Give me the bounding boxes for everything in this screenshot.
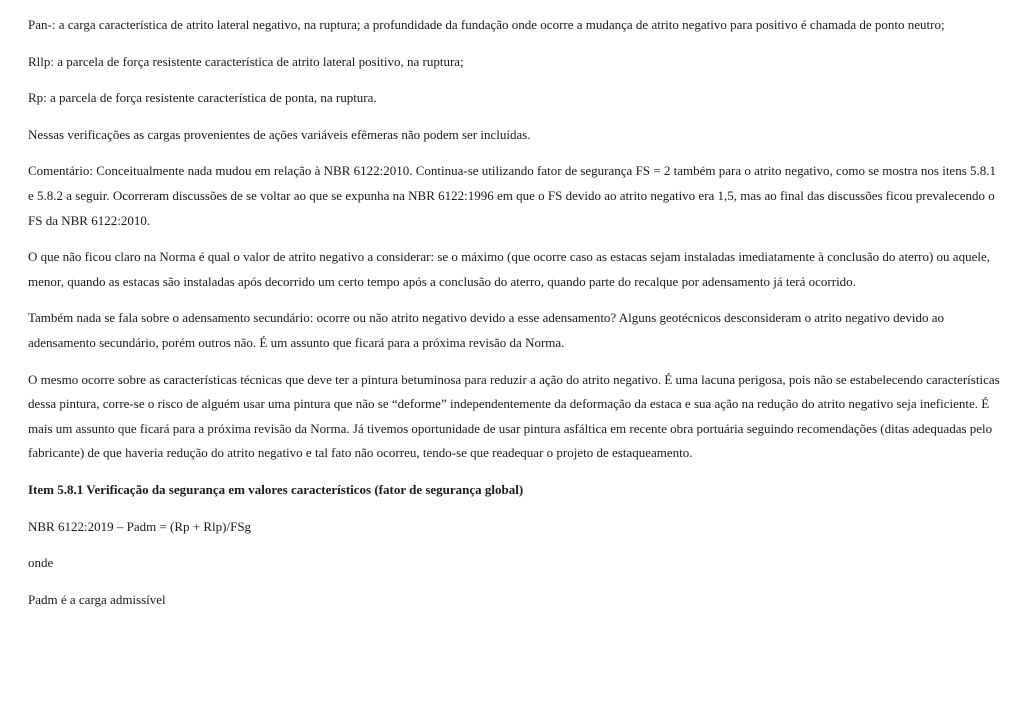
definition-pan: Pan-: a carga característica de atrito lateral negativo, na ruptura; a profundidade da fundação onde ocorre a mudança de atrito negativo para positivo é chamada de ponto neutro;: [28, 17, 945, 32]
padm-definition: Padm é a carga admissível: [28, 591, 166, 607]
where-label: onde: [28, 555, 54, 571]
bituminous-paint-paragraph: O mesmo ocorre sobre as características técnicas que deve ter a pintura betuminosa para reduzir a ação do atrito negativo. É uma lacuna perigosa, pois não se estabelecendo características dessa pintura, corre-se o risco de alguém usar uma pintura que não se “deforme” independentemente da deformação da estaca e sua ação na redução do atrito negativo seja ineficiente. É mais um assunto que ficará para a próxima revisão da Norma. Já tivemos oportunidade de usar pintura asfáltica em recente obra portuária seguindo recomendações (ditas adequadas pelo fabricante) de que haveria redução do atrito negativo e tal fato não ocorreu, tendo-se que readequar o projeto de estaqueamento.: [28, 371, 1000, 461]
section-heading-5-8-1: Item 5.8.1 Verificação da segurança em valores característicos (fator de segurança global): [28, 481, 524, 497]
comment-paragraph: Comentário: Conceitualmente nada mudou em relação à NBR 6122:2010. Continua-se utilizando fator de segurança FS = 2 também para o atrito negativo, como se mostra nos itens 5.8.1 e 5.8.2 a seguir. Ocorreram discussões de se voltar ao que se expunha na NBR 6122:1996 em que o FS devido ao atrito negativo era 1,5, mas ao final das discussões ficou prevalecendo o FS da NBR 6122:2010.: [28, 163, 997, 228]
definition-rp: Rp: a parcela de força resistente característica de ponta, na ruptura.: [28, 90, 377, 106]
secondary-consolidation-paragraph: Também nada se fala sobre o adensamento secundário: ocorre ou não atrito negativo devido a esse adensamento? Alguns geotécnicos desconsideram o atrito negativo devido ao adensamento secundário, porém outros não. É um assunto que ficará para a próxima revisão da Norma.: [28, 310, 945, 350]
negative-friction-paragraph: O que não ficou claro na Norma é qual o valor de atrito negativo a considerar: se o máximo (que ocorre caso as estacas sejam instaladas imediatamente à conclusão do aterro) ou aquele, menor, quando as estacas são instaladas após decorrido um certo tempo após a conclusão do aterro, quando parte do recalque por adensamento já terá ocorrido.: [28, 249, 990, 289]
note-ephemeral-loads: Nessas verificações as cargas provenientes de ações variáveis efêmeras não podem ser incluídas.: [28, 126, 531, 142]
formula-line: NBR 6122:2019 – Padm = (Rp + Rlp)/FSg: [28, 518, 252, 534]
definition-rllp: Rllp: a parcela de força resistente característica de atrito lateral positivo, na ruptura;: [28, 53, 464, 69]
